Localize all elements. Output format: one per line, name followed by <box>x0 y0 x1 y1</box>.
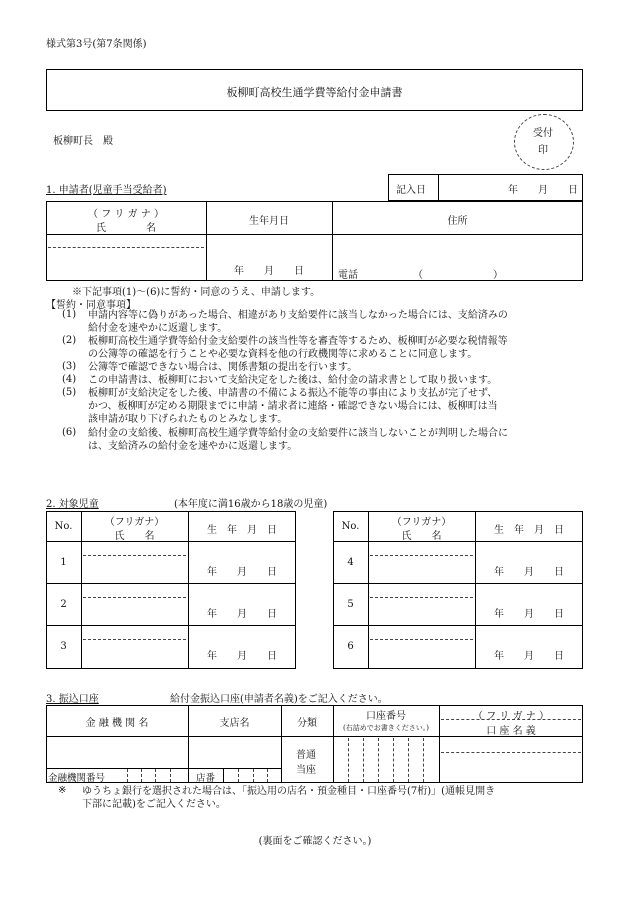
stamp-line1: 受付 <box>533 128 553 139</box>
bank-section-title: 3. 振込口座 <box>46 694 99 705</box>
col-birth: 生 年 月 日 <box>494 525 564 536</box>
applicant-name-label: 氏 名 <box>96 223 156 234</box>
pledge-heading: 【誓約・同意事項】 <box>46 300 136 311</box>
pledge-num: (3) <box>62 361 77 372</box>
child-no: 2 <box>60 599 67 610</box>
applicant-furigana-field[interactable] <box>48 236 204 246</box>
pledge-num: (2) <box>62 335 77 346</box>
col-furigana: （フリガナ） <box>391 517 452 528</box>
holder-name-field[interactable] <box>441 754 581 781</box>
child-no: 1 <box>60 557 67 568</box>
account-type-current[interactable]: 当座 <box>296 765 316 776</box>
pledge-num: (1) <box>62 309 77 320</box>
footnote-mark: ※ <box>58 785 67 796</box>
child-birth-field[interactable]: 年 月 日 <box>494 651 564 662</box>
col-account-note: (右詰めでお書きください。) <box>343 724 429 732</box>
applicant-name-field[interactable] <box>48 250 204 278</box>
pledge-item-6: 給付金の支給後、板柳町高校生通学費等給付金の支給要件に該当しないことが判明した場合に は、支給済みの給付金を速やかに返還します。 <box>88 428 508 452</box>
child-birth-field[interactable]: 年 月 日 <box>207 567 277 578</box>
bank-code-label: 金融機関番号 <box>48 773 106 784</box>
children-note: (本年度に満16歳から18歳の児童) <box>174 499 328 510</box>
col-birth: 生 年 月 日 <box>207 525 277 536</box>
col-furigana: （フリガナ） <box>104 517 165 528</box>
pledge-num: (4) <box>62 374 77 385</box>
children-section-title: 2. 対象児童 <box>46 499 99 510</box>
child-no: 6 <box>347 641 354 652</box>
applicant-phone-field[interactable]: 電話 （ ） <box>338 270 503 281</box>
col-no: No. <box>54 521 73 532</box>
child-birth-field[interactable]: 年 月 日 <box>207 651 277 662</box>
applicant-section-title: 1. 申請者(児童手当受給者) <box>46 185 167 196</box>
footnote-text: ゆうちょ銀行を選択された場合は、「振込用の店名・預金種目・口座番号(7桁)」(通帳見開き 下部に記載)をご記入ください。 <box>82 786 496 810</box>
form-number: 様式第3号(第7条関係) <box>46 39 147 50</box>
col-holder-furigana: （ フ リ ガ ナ ） <box>473 711 549 722</box>
account-type-ordinary[interactable]: 普通 <box>296 750 316 761</box>
child-birth-field[interactable]: 年 月 日 <box>494 609 564 620</box>
col-holder: 口 座 名 義 <box>486 726 536 737</box>
addressee: 板柳町長 殿 <box>53 136 113 147</box>
child-no: 4 <box>347 557 354 568</box>
back-side-note: (裏面をご確認ください。) <box>258 836 372 847</box>
bank-name-field[interactable] <box>48 738 186 766</box>
pledge-item-2: 板柳町高校生通学費等給付金支給要件の該当性等を審査等するため、板柳町が必要な税情報等 の公簿等の確認を行うことや必要な資料を他の行政機関等に求めることに同意します。 <box>88 336 508 360</box>
col-name: 氏 名 <box>114 531 155 542</box>
account-number-field[interactable] <box>335 738 437 782</box>
applicant-address-field[interactable] <box>334 236 581 266</box>
pledge-num: (5) <box>62 387 77 398</box>
pledge-item-5: 板柳町が支給決定をした後、申請書の不備による振込不能等の事由により支払が完了せず、 かつ、板柳町が定める期限までに申請・請求者に連絡・確認できない場合には、板柳町は当 該申請が取り下げられたものとみなします。 <box>88 388 498 425</box>
stamp-line2: 印 <box>538 145 548 156</box>
col-bank-name: 金 融 機 関 名 <box>85 718 149 729</box>
pledge-item-3: 公簿等で確認できない場合は、関係書類の提出を行います。 <box>88 362 358 373</box>
col-name: 氏 名 <box>401 531 442 542</box>
col-type: 分類 <box>297 718 317 729</box>
pledge-num: (6) <box>62 427 77 438</box>
branch-name-field[interactable] <box>190 738 279 766</box>
bank-note: 給付金振込口座(申請者名義)をご記入ください。 <box>170 694 388 705</box>
pledge-intro: ※下記事項(1)～(6)に誓約・同意のうえ、申請します。 <box>72 287 321 298</box>
pledge-item-1: 申請内容等に偽りがあった場合、相違があり支給要件に該当しなかった場合には、支給済みの 給付金を速やかに返還します。 <box>88 310 508 334</box>
col-no: No. <box>341 521 360 532</box>
branch-code-label: 店番 <box>196 773 216 784</box>
child-no: 5 <box>347 599 354 610</box>
col-branch: 支店名 <box>219 718 250 729</box>
child-birth-field[interactable]: 年 月 日 <box>207 609 277 620</box>
entry-date-label: 記入日 <box>396 185 426 196</box>
page-title: 板柳町高校生通学費等給付金申請書 <box>226 86 403 99</box>
child-birth-field[interactable]: 年 月 日 <box>494 567 564 578</box>
col-account-number: 口座番号 <box>366 711 406 722</box>
pledge-item-4: この申請書は、板柳町において支給決定をした後は、給付金の請求書として取り扱います。 <box>88 375 498 386</box>
applicant-furigana-label: （ フ リ ガ ナ ） <box>88 209 164 220</box>
child-no: 3 <box>60 641 67 652</box>
applicant-birth-field[interactable]: 年 月 日 <box>234 266 304 277</box>
holder-furigana-field[interactable] <box>441 738 581 752</box>
applicant-address-label: 住所 <box>447 216 468 227</box>
entry-date-field[interactable]: 年 月 日 <box>508 185 578 196</box>
applicant-birth-label: 生年月日 <box>249 216 289 227</box>
